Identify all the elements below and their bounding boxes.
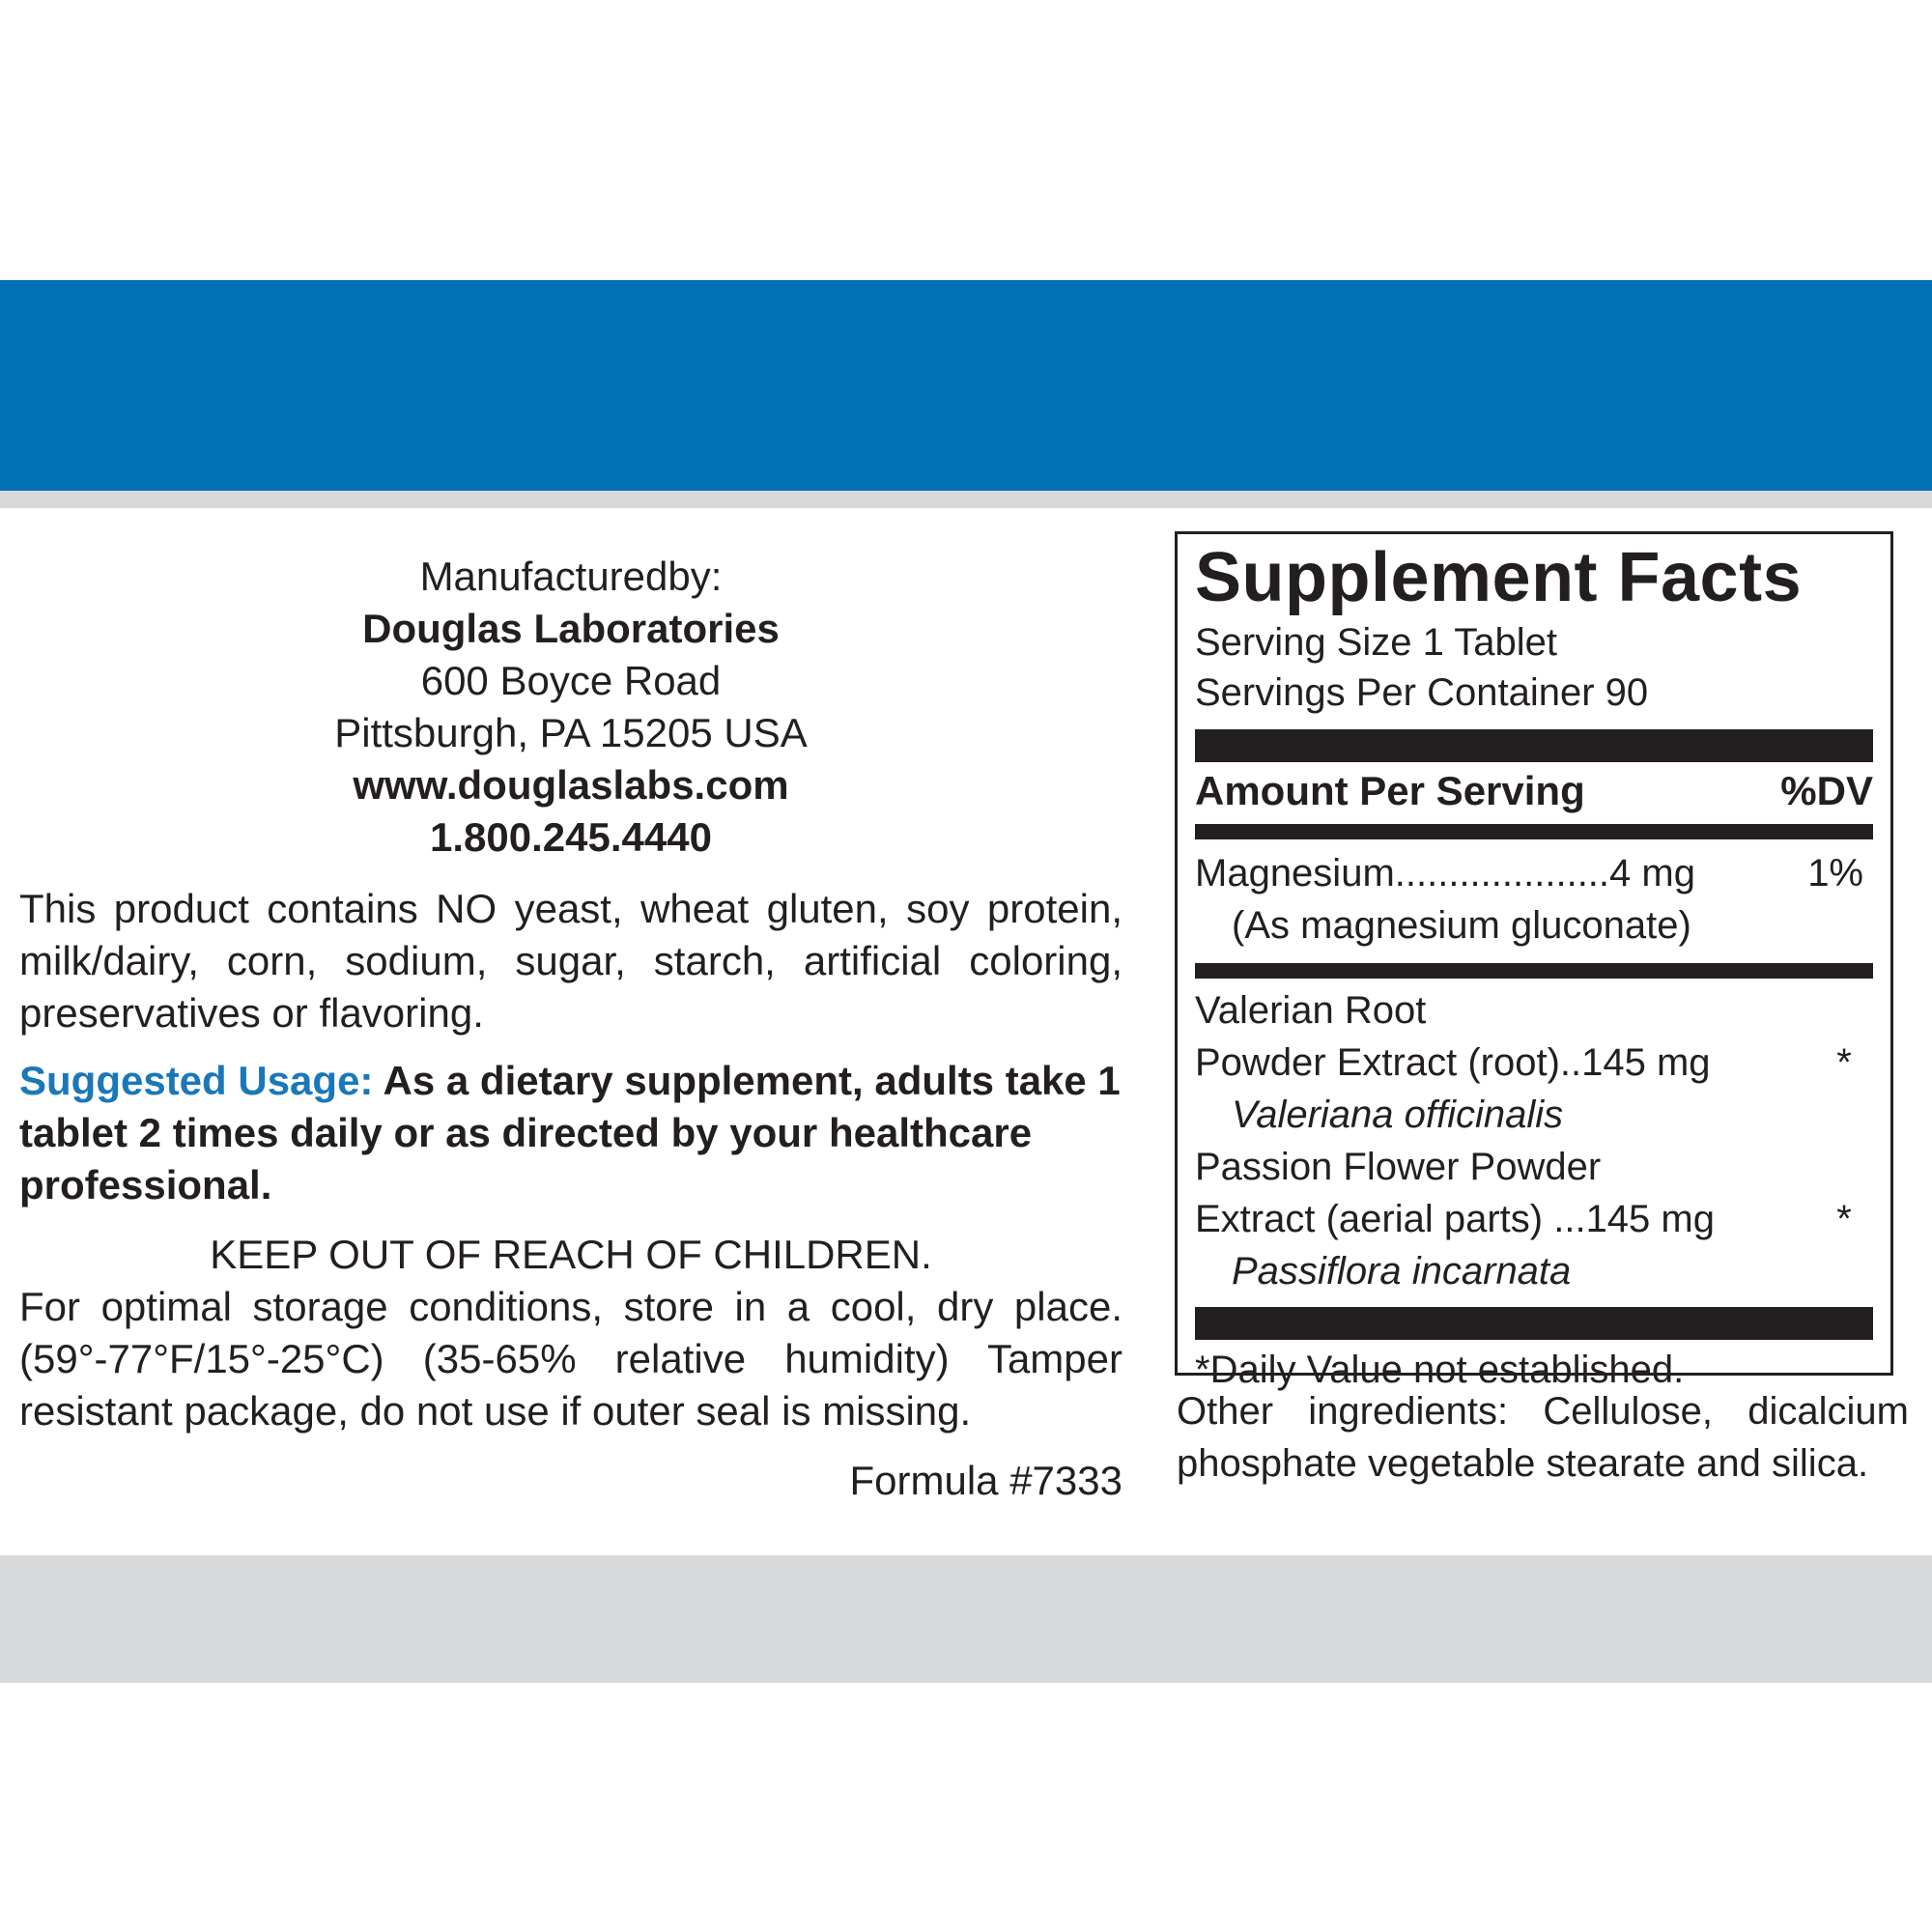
nutrient-dv: 1% [1807, 852, 1863, 895]
manufacturer-address-line2: Pittsburgh, PA 15205 USA [334, 710, 808, 755]
facts-divider [1195, 963, 1873, 979]
leader-dots: .................... [1394, 852, 1610, 895]
nutrient-form [1195, 899, 1873, 952]
ingredient-valerian-latin [1195, 1089, 1873, 1141]
storage-instructions: For optimal storage conditions, store in a cool, dry place. (59°-77°F/15°-25°C) (35-65% relative humidity) Tamper resistant package, do not use if outer seal is missing. [19, 1284, 1122, 1434]
nutrient-name-amount [1195, 847, 1695, 899]
amount-header-row [1195, 762, 1873, 824]
servings-per-container: Servings Per Container 90 [1195, 671, 1649, 714]
nutrient-row-magnesium [1195, 847, 1873, 899]
ingredient-name: Powder Extract (root).. [1195, 1041, 1582, 1084]
facts-divider [1195, 824, 1873, 839]
suggested-usage [19, 1055, 1122, 1211]
manufacturer-address-line1: 600 Boyce Road [420, 658, 722, 703]
ingredient-name-amount [1195, 1193, 1715, 1245]
nutrient-amount: 4 mg [1609, 852, 1695, 895]
ingredient-amount: 145 mg [1585, 1198, 1715, 1240]
nutrient-name: Magnesium [1195, 852, 1395, 895]
ingredient-valerian-line2 [1195, 1037, 1873, 1089]
manufacturer-block [19, 551, 1122, 864]
ingredient-latin-name: Passiflora incarnata [1232, 1250, 1572, 1293]
ingredient-dv: * [1836, 1041, 1852, 1084]
contains-no-statement: This product contains NO yeast, wheat gluten, soy protein, milk/dairy, corn, sodium, sugar, starch, artificial coloring, preservatives or flavoring. [19, 886, 1122, 1036]
facts-thick-divider [1195, 1307, 1873, 1340]
amount-per-serving-header: Amount Per Serving [1195, 768, 1585, 813]
ingredient-valerian-line1 [1195, 984, 1873, 1037]
ingredient-amount: 145 mg [1581, 1041, 1711, 1084]
ingredient-name: Valerian Root [1195, 989, 1427, 1032]
facts-title: Supplement Facts [1195, 539, 1803, 616]
facts-thick-divider [1195, 729, 1873, 762]
suggested-usage-label: Suggested Usage: [19, 1058, 374, 1103]
other-ingredients: Other ingredients: Cellulose, dicalcium phosphate vegetable stearate and silica. [1177, 1390, 1909, 1485]
ingredient-name: Extract (aerial parts) ... [1195, 1198, 1586, 1240]
dv-header: %DV [1780, 768, 1873, 813]
nutrient-form-text: (As magnesium gluconate) [1232, 904, 1691, 947]
manufacturer-phone: 1.800.245.4440 [430, 814, 712, 860]
ingredient-dv: * [1836, 1198, 1852, 1240]
ingredient-latin-name: Valeriana officinalis [1232, 1094, 1564, 1136]
children-warning: KEEP OUT OF REACH OF CHILDREN. [210, 1232, 932, 1277]
ingredient-passion-line1 [1195, 1141, 1873, 1193]
top-blue-band [0, 280, 1932, 491]
bottom-gray-band [0, 1555, 1932, 1683]
ingredient-passion-latin [1195, 1245, 1873, 1297]
daily-value-footnote: *Daily Value not established. [1195, 1349, 1685, 1391]
supplement-facts-panel [1175, 531, 1893, 1391]
manufacturer-website: www.douglaslabs.com [353, 762, 789, 808]
serving-size: Serving Size 1 Tablet [1195, 621, 1558, 664]
manufacturer-company: Douglas Laboratories [362, 606, 780, 651]
manufacturer-label: Manufacturedby: [419, 554, 723, 599]
formula-number: Formula #7333 [849, 1458, 1122, 1503]
top-gray-divider [0, 491, 1932, 508]
ingredient-passion-line2 [1195, 1193, 1873, 1245]
suggested-usage-text: As a dietary supplement, adults take 1 tablet 2 times daily or as directed by your healthcare professional. [19, 1058, 1121, 1208]
label-left-column [19, 551, 1122, 1507]
ingredient-name-amount [1195, 1037, 1711, 1089]
ingredient-name: Passion Flower Powder [1195, 1146, 1602, 1188]
